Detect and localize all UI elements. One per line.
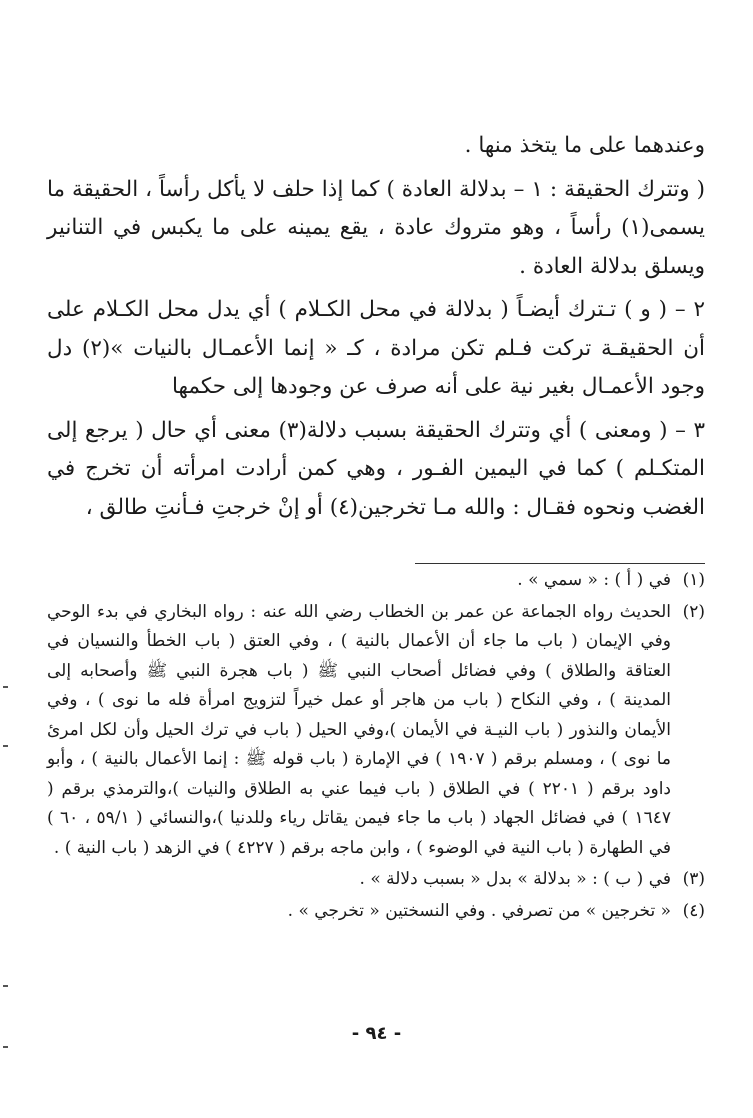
- footnote-number: (٤): [682, 900, 705, 921]
- footnotes: [47, 566, 705, 928]
- footnote-text: في ( ب ) : « بدلالة » بدل « بسبب دلالة » .: [359, 869, 671, 889]
- paragraph-2: ( وتترك الحقيقة : ١ – بدلالة العادة ) كما إذا حلف لا يأكل رأساً ، الحقيقة ما يسمى(١) رأساً ، وهو متروك عادة ، يقع يمينه على ما يكبس في التنانير ويسلق بدلالة العادة .: [47, 176, 705, 279]
- footnote-separator: [415, 563, 705, 564]
- main-text: [47, 127, 705, 527]
- footnote-3: [47, 865, 705, 895]
- scan-mark: [3, 1046, 8, 1048]
- footnote-number: (١): [682, 570, 705, 590]
- footnote-text: في ( أ ) : « سمي » .: [517, 570, 671, 590]
- scan-mark: [3, 985, 8, 987]
- footnote-1: [47, 566, 705, 596]
- paragraph-1: وعندهما على ما يتخذ منها .: [464, 133, 705, 158]
- footnote-text: الحديث رواه الجماعة عن عمر بن الخطاب رضي الله عنه : رواه البخاري في بدء الوحي وفي الإيمان ( باب ما جاء أن الأعمال بالنية ) ، وفي العتق ( باب الخطأ والنسيان في العتاقة والطلاق ) وفي فضائل أصحاب النبي ﷺ ( باب هجرة النبي ﷺ وأصحابه إلى المدينة ) ، وفي النكاح ( باب من هاجر أو عمل خيراً لتزويج امرأة فله ما نوى ) ، وفي الأيمان والنذور ( باب النيـة في الأيمان )،وفي الحيل ( باب في ترك الحيل وأن لكل امرئ ما نوى ) ، ومسلم برقم ( ١٩٠٧ ) في الإمارة ( باب قوله ﷺ : إنما الأعمال بالنية ) ، وأبو داود برقم ( ٢٢٠١ ) في الطلاق ( باب فيما عني به الطلاق والنيات )،والترمذي برقم ( ١٦٤٧ ) في فضائل الجهاد ( باب ما جاء فيمن يقاتل رياء وللدنيا )،والنسائي ( ٥٩/١ ، ٦٠ ) في الطهارة ( باب النية في الوضوء ) ، وابن ماجه برقم ( ٤٢٢٧ ) في الزهد ( باب النية ) .: [47, 601, 671, 858]
- paragraph-4: ٣ – ( ومعنى ) أي وتترك الحقيقة بسبب دلالة(٣) معنى أي حال ( يرجع إلى المتكـلم ) كما في اليمين الفـور ، وهي كمن أرادت امرأته أن تخرج في الغضب ونحوه فقـال : والله مـا تخرجين(٤) أو إنْ خرجتِ فـأنتِ طالق ،: [47, 417, 706, 520]
- paragraph-3: ٢ – ( و ) تـترك أيضـاً ( بدلالة في محل الكـلام ) أي يدل محل الكـلام على أن الحقيقـة تركت فـلم تكن مرادة ، كـ « إنما الأعمـال بالنيات »(٢) دل وجود الأعمـال بغير نية على أنه صرف عن وجودها إلى حكمها: [47, 297, 705, 399]
- page-number: - ٩٤ -: [351, 1023, 402, 1044]
- scan-mark: [3, 686, 8, 688]
- footnote-4: [47, 897, 705, 927]
- footnote-2: [47, 598, 705, 864]
- scan-mark: [3, 745, 8, 747]
- footnote-text: « تخرجين » من تصرفي . وفي النسختين « تخرجي » .: [287, 900, 671, 921]
- footnote-number: (٣): [682, 869, 705, 889]
- footnote-number: (٢): [682, 601, 705, 622]
